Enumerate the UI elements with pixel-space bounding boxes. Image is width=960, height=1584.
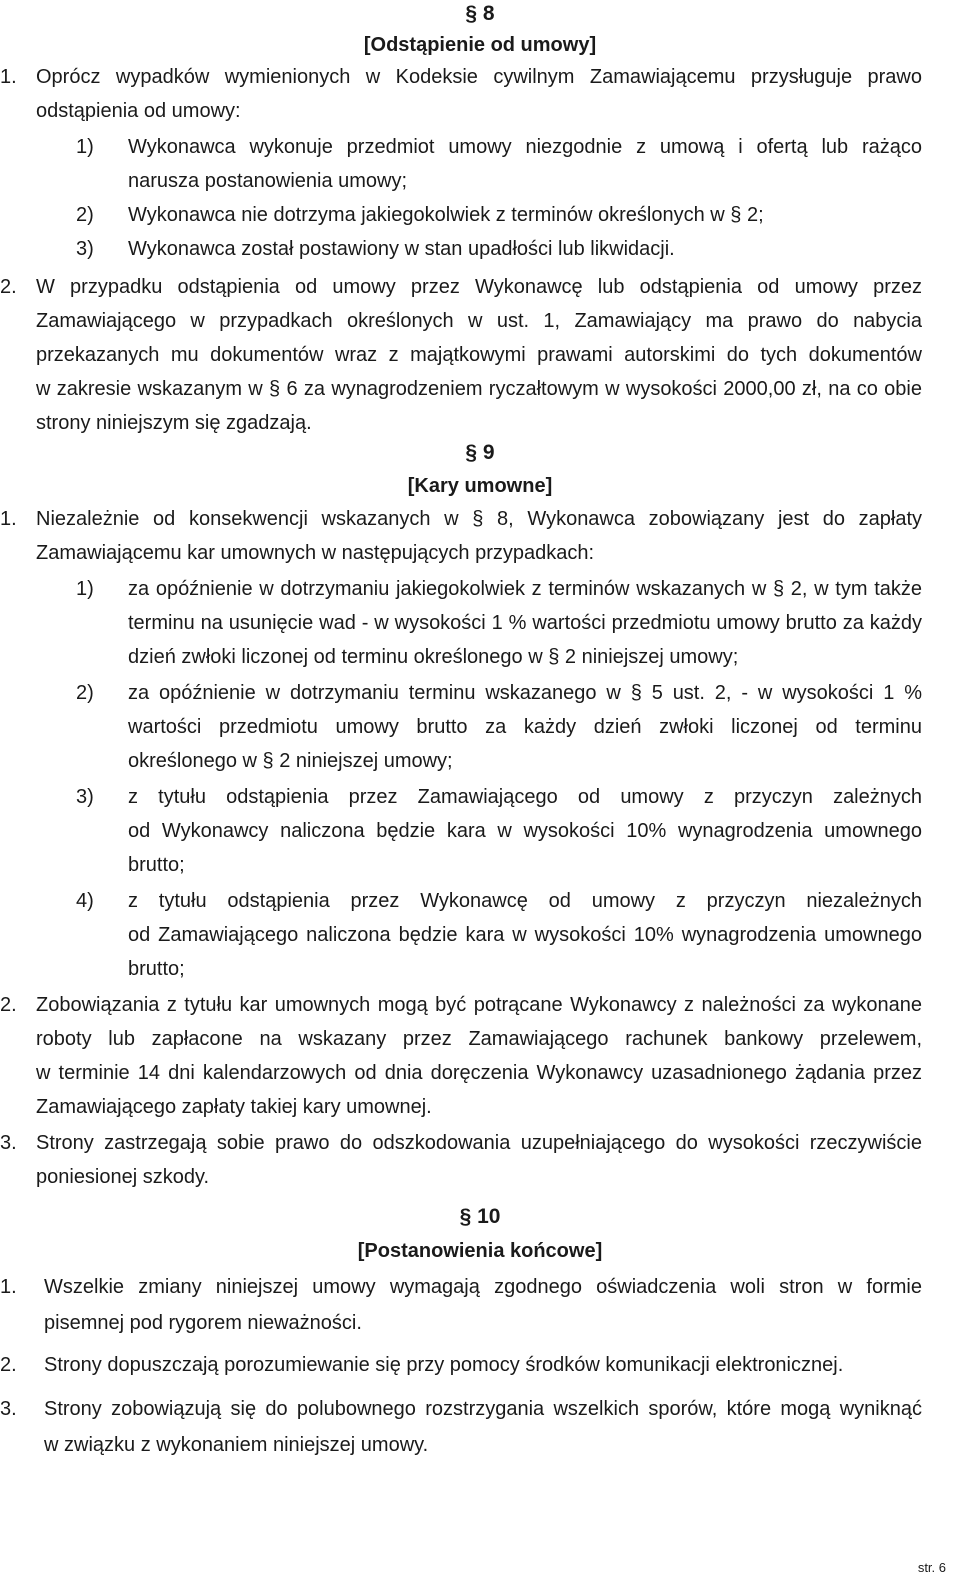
s8-p1-line: odstąpienia od umowy: (36, 100, 241, 122)
s9-p2-line: roboty lub zapłacone na wskazany przez Zamawiającego rachunek bankowy przelewem, (36, 1028, 922, 1050)
s9-item3-number: 3) (76, 786, 94, 808)
s10-p2-line: Strony dopuszczają porozumiewanie się przy pomocy środków komunikacji elektronicznej. (44, 1354, 844, 1376)
s9-item2-line: określonego w § 2 niniejszej umowy; (128, 750, 453, 772)
section-9-title: [Kary umowne] (407, 475, 553, 497)
section-8-title: [Odstąpienie od umowy] (363, 34, 597, 56)
s8-item1-number: 1) (76, 136, 94, 158)
s8-p2-line: W przypadku odstąpienia od umowy przez Wykonawcę lub odstąpienia od umowy przez (36, 276, 922, 298)
s10-p1-line: pisemnej pod rygorem nieważności. (44, 1312, 362, 1334)
s9-p2-line: Zobowiązania z tytułu kar umownych mogą być potrącane Wykonawcy z należności za wykonane (36, 994, 922, 1016)
s9-p3-number: 3. (0, 1132, 17, 1154)
s9-item2-line: wartości przedmiotu umowy brutto za każdy dzień zwłoki liczonej od terminu (128, 716, 922, 738)
s8-item2-line: Wykonawca nie dotrzyma jakiegokolwiek z terminów określonych w § 2; (128, 204, 764, 226)
s8-p2-line: przekazanych mu dokumentów wraz z majątkowymi prawami autorskimi do tych dokumentów (36, 344, 922, 366)
s9-item4-line: brutto; (128, 958, 185, 980)
s9-item3-line: z tytułu odstąpienia przez Zamawiającego od umowy z przyczyn zależnych (128, 786, 922, 808)
section-9-heading: § 9 (465, 441, 495, 464)
s8-item2-number: 2) (76, 204, 94, 226)
s8-item3-number: 3) (76, 238, 94, 260)
s9-p1-number: 1. (0, 508, 17, 530)
s8-p2-line: w zakresie wskazanym w § 6 za wynagrodzeniem ryczałtowym w wysokości 2000,00 zł, na co obie (36, 378, 922, 400)
s9-item3-line: brutto; (128, 854, 185, 876)
s9-p2-number: 2. (0, 994, 17, 1016)
s9-p3-line: poniesionej szkody. (36, 1166, 210, 1188)
section-8-heading: § 8 (465, 2, 495, 25)
s10-p3-line: Strony zobowiązują się do polubownego rozstrzygania wszelkich sporów, które mogą wyniknąć (44, 1398, 922, 1420)
s9-item1-line: za opóźnienie w dotrzymaniu jakiegokolwiek z terminów wskazanych w § 2, w tym także (128, 578, 922, 600)
s10-p2-number: 2. (0, 1354, 17, 1376)
s8-p1-number: 1. (0, 66, 17, 88)
s10-p1-number: 1. (0, 1276, 17, 1298)
s9-item1-line: dzień zwłoki liczonej od terminu określonego w § 2 niniejszej umowy; (128, 646, 739, 668)
s9-p3-line: Strony zastrzegają sobie prawo do odszkodowania uzupełniającego do wysokości rzeczywiście (36, 1132, 922, 1154)
s9-item1-line: terminu na usunięcie wad - w wysokości 1 % wartości przedmiotu umowy brutto za każdy (128, 612, 922, 634)
section-10-title: [Postanowienia końcowe] (357, 1240, 603, 1262)
s10-p3-line: w związku z wykonaniem niniejszej umowy. (44, 1434, 429, 1456)
s9-item4-line: z tytułu odstąpienia przez Wykonawcę od umowy z przyczyn niezależnych (128, 890, 922, 912)
page-number: str. 6 (917, 1560, 946, 1575)
s10-p3-number: 3. (0, 1398, 17, 1420)
s9-p2-line: w terminie 14 dni kalendarzowych od dnia doręczenia Wykonawcy uzasadnionego żądania przez (36, 1062, 922, 1084)
s8-p2-line: Zamawiającego w przypadkach określonych w ust. 1, Zamawiający ma prawo do nabycia (36, 310, 922, 332)
s8-item1-line: Wykonawca wykonuje przedmiot umowy niezgodnie z umową i ofertą lub rażąco (128, 136, 922, 158)
s8-p1-line: Oprócz wypadków wymienionych w Kodeksie cywilnym Zamawiającemu przysługuje prawo (36, 66, 922, 88)
s9-item2-number: 2) (76, 682, 94, 704)
s10-p1-line: Wszelkie zmiany niniejszej umowy wymagają zgodnego oświadczenia woli stron w formie (44, 1276, 922, 1298)
s9-p1-line: Niezależnie od konsekwencji wskazanych w § 8, Wykonawca zobowiązany jest do zapłaty (36, 508, 922, 530)
s8-p2-line: strony niniejszym się zgadzają. (36, 412, 312, 434)
s9-item4-number: 4) (76, 890, 94, 912)
s8-p2-number: 2. (0, 276, 17, 298)
s8-item1-line: narusza postanowienia umowy; (128, 170, 408, 192)
section-10-heading: § 10 (459, 1205, 501, 1228)
s9-p1-line: Zamawiającemu kar umownych w następujących przypadkach: (36, 542, 595, 564)
s9-item2-line: za opóźnienie w dotrzymaniu terminu wskazanego w § 5 ust. 2, - w wysokości 1 % (128, 682, 922, 704)
s9-item1-number: 1) (76, 578, 94, 600)
s9-item3-line: od Wykonawcy naliczona będzie kara w wysokości 10% wynagrodzenia umownego (128, 820, 922, 842)
s8-item3-line: Wykonawca został postawiony w stan upadłości lub likwidacji. (128, 238, 675, 260)
s9-item4-line: od Zamawiającego naliczona będzie kara w wysokości 10% wynagrodzenia umownego (128, 924, 922, 946)
s9-p2-line: Zamawiającego zapłaty takiej kary umownej. (36, 1096, 432, 1118)
